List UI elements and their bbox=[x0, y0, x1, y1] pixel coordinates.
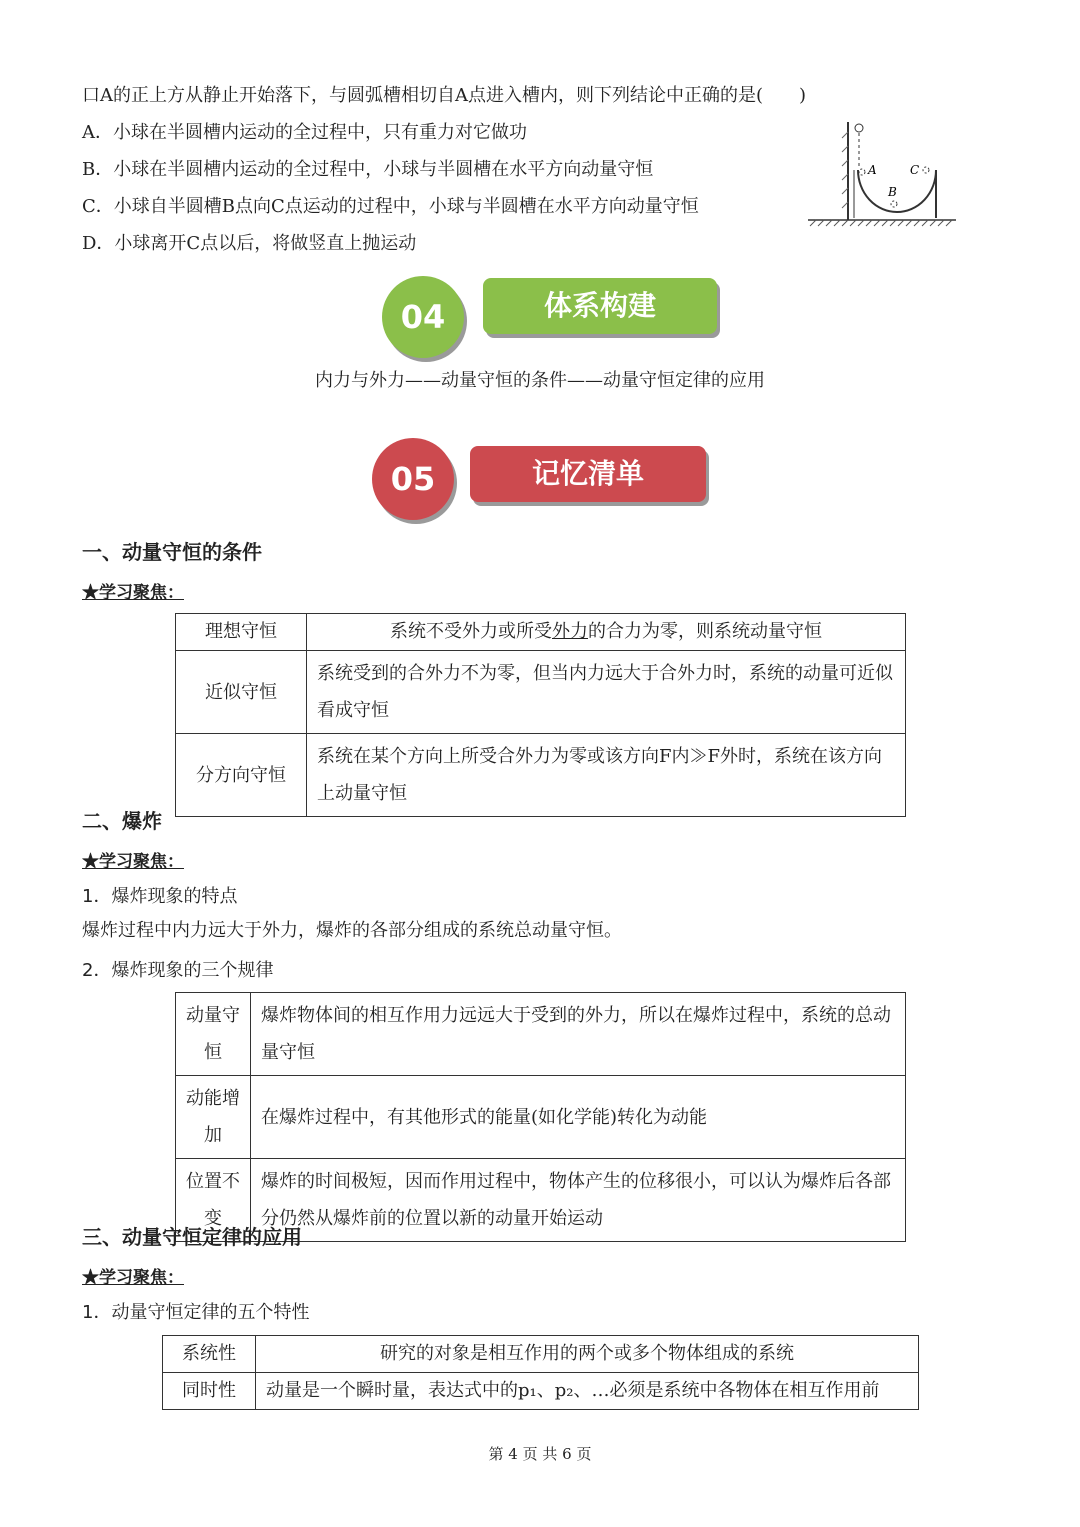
label-c: C bbox=[910, 163, 920, 177]
ground-hatching bbox=[810, 220, 952, 226]
table-row bbox=[163, 1373, 919, 1410]
part3-sub1: 1．动量守恒定律的五个特性 bbox=[82, 1302, 310, 1323]
part2-sub2: 2．爆炸现象的三个规律 bbox=[82, 960, 274, 981]
row-text: 爆炸的时间极短，因而作用过程中，物体产生的位移很小，可以认为爆炸后各部分仍然从爆炸前的位置以新的动量开始运动 bbox=[251, 1159, 906, 1242]
option-a: A．小球在半圆槽内运动的全过程中，只有重力对它做功 bbox=[82, 122, 527, 143]
table-row bbox=[176, 651, 906, 734]
row-label: 位置不变 bbox=[176, 1159, 251, 1242]
option-d: D．小球离开C点以后，将做竖直上抛运动 bbox=[82, 233, 417, 254]
row-label: 同时性 bbox=[163, 1373, 256, 1410]
table-row bbox=[176, 614, 906, 651]
row-text: 系统不受外力或所受外力的合力为零，则系统动量守恒 bbox=[307, 614, 906, 651]
section05-number: 05 bbox=[372, 438, 454, 520]
label-a: A bbox=[868, 163, 877, 177]
option-c: C．小球自半圆槽B点向C点运动的过程中，小球与半圆槽在水平方向动量守恒 bbox=[82, 196, 699, 217]
row-label: 近似守恒 bbox=[176, 651, 307, 734]
section04-content: 内力与外力——动量守恒的条件——动量守恒定律的应用 bbox=[315, 370, 765, 391]
option-b: B．小球在半圆槽内运动的全过程中，小球与半圆槽在水平方向动量守恒 bbox=[82, 159, 654, 180]
part1-focus: ★学习聚焦： bbox=[82, 583, 184, 603]
table-row bbox=[176, 1076, 906, 1159]
row-label: 系统性 bbox=[163, 1336, 256, 1373]
table-row bbox=[163, 1336, 919, 1373]
section04-title: 体系构建 bbox=[483, 278, 717, 334]
row-label: 动能增加 bbox=[176, 1076, 251, 1159]
row-text: 系统在某个方向上所受合外力为零或该方向F内≫F外时，系统在该方向上动量守恒 bbox=[307, 734, 906, 817]
question-stem: 口A的正上方从静止开始落下，与圆弧槽相切自A点进入槽内，则下列结论中正确的是( ) bbox=[82, 85, 807, 106]
ball-icon bbox=[855, 124, 863, 132]
row-text: 爆炸物体间的相互作用力远远大于受到的外力，所以在爆炸过程中，系统的总动量守恒 bbox=[251, 993, 906, 1076]
table-row bbox=[176, 734, 906, 817]
part3-heading: 三、动量守恒定律的应用 bbox=[82, 1225, 302, 1249]
part2-sub1: 1．爆炸现象的特点 bbox=[82, 886, 238, 907]
properties-table bbox=[162, 1335, 919, 1410]
part2-focus: ★学习聚焦： bbox=[82, 852, 184, 872]
label-b: B bbox=[888, 185, 897, 199]
row-label: 理想守恒 bbox=[176, 614, 307, 651]
section04-number: 04 bbox=[382, 276, 464, 358]
part2-para: 爆炸过程中内力远大于外力，爆炸的各部分组成的系统总动量守恒。 bbox=[82, 920, 622, 941]
explosion-table bbox=[175, 992, 906, 1242]
page-footer: 第 4 页 共 6 页 bbox=[488, 1445, 592, 1463]
row-text: 在爆炸过程中，有其他形式的能量(如化学能)转化为动能 bbox=[251, 1076, 906, 1159]
section05-title: 记忆清单 bbox=[470, 446, 706, 502]
table-row bbox=[176, 993, 906, 1076]
part3-focus: ★学习聚焦： bbox=[82, 1268, 184, 1288]
conditions-table bbox=[175, 613, 906, 817]
row-label: 分方向守恒 bbox=[176, 734, 307, 817]
part1-heading: 一、动量守恒的条件 bbox=[82, 540, 262, 564]
row-text: 动量是一个瞬时量，表达式中的p₁、p₂、…必须是系统中各物体在相互作用前 bbox=[256, 1373, 919, 1410]
half-groove-figure bbox=[806, 118, 958, 230]
part2-heading: 二、爆炸 bbox=[82, 809, 162, 833]
row-text: 研究的对象是相互作用的两个或多个物体组成的系统 bbox=[256, 1336, 919, 1373]
row-text: 系统受到的合外力不为零，但当内力远大于合外力时，系统的动量可近似看成守恒 bbox=[307, 651, 906, 734]
row-label: 动量守恒 bbox=[176, 993, 251, 1076]
